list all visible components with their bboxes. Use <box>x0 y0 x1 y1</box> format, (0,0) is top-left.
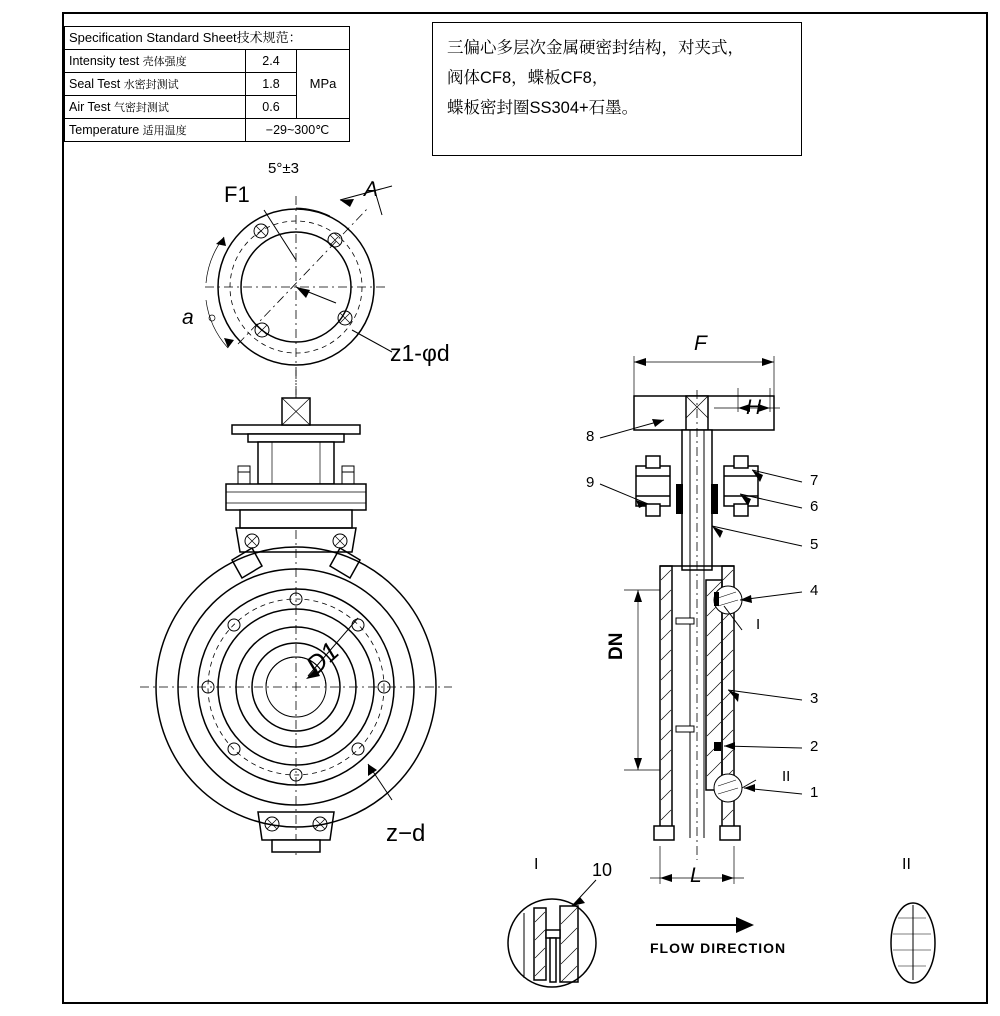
note-line-3: 蝶板密封圈SS304+石墨。 <box>447 99 639 117</box>
top-view-flange <box>205 181 392 430</box>
balloon-5: 5 <box>810 536 819 553</box>
note-line-2: 阀体CF8，蝶板CF8， <box>447 69 609 87</box>
label-z-d: z−d <box>386 820 426 847</box>
side-section-view <box>600 356 802 933</box>
spec-value-temperature: −29~300℃ <box>246 119 350 142</box>
section-mark-i-body: I <box>756 616 761 633</box>
balloon-9: 9 <box>586 474 595 491</box>
balloon-2: 2 <box>810 738 819 755</box>
section-mark-ii-body: II <box>782 768 791 785</box>
label-angle-tolerance: 5°±3 <box>268 160 299 177</box>
balloon-4: 4 <box>810 582 819 599</box>
spec-label-temperature: Temperature 适用温度 <box>65 119 246 142</box>
label-f1: F1 <box>224 182 250 207</box>
balloon-1: 1 <box>810 784 819 801</box>
label-dim-dn: DN <box>606 632 627 660</box>
label-dim-h: H <box>746 396 762 419</box>
balloon-8: 8 <box>586 428 595 445</box>
spec-value-air: 0.6 <box>246 96 297 119</box>
label-z1-phi-d: z1-φd <box>390 340 450 366</box>
balloon-7: 7 <box>810 472 819 489</box>
note-line-1: 三偏心多层次金属硬密封结构，对夹式， <box>447 39 744 57</box>
detail-balloon-10: 10 <box>592 860 613 880</box>
detail-mark-ii: II <box>902 856 911 873</box>
detail-mark-i: I <box>534 856 539 873</box>
balloon-6: 6 <box>810 498 819 515</box>
label-d1: D1 <box>300 635 345 681</box>
spec-unit: MPa <box>297 50 350 119</box>
spec-label-air: Air Test 气密封测试 <box>65 96 246 119</box>
spec-label-seal: Seal Test 水密封测试 <box>65 73 246 96</box>
label-angle-a: a <box>182 306 194 329</box>
spec-label-intensity: Intensity test 壳体强度 <box>65 50 246 73</box>
front-view <box>140 398 452 855</box>
label-dim-l: L <box>690 864 702 887</box>
label-dim-f: F <box>694 332 707 355</box>
label-section-a: A <box>364 178 379 201</box>
label-flow-direction: FLOW DIRECTION <box>650 940 787 956</box>
detail-i <box>508 880 596 987</box>
spec-value-intensity: 2.4 <box>246 50 297 73</box>
detail-ii <box>891 903 935 983</box>
spec-value-seal: 1.8 <box>246 73 297 96</box>
spec-table-header: Specification Standard Sheet技术规范： <box>65 27 350 50</box>
balloon-3: 3 <box>810 690 819 707</box>
